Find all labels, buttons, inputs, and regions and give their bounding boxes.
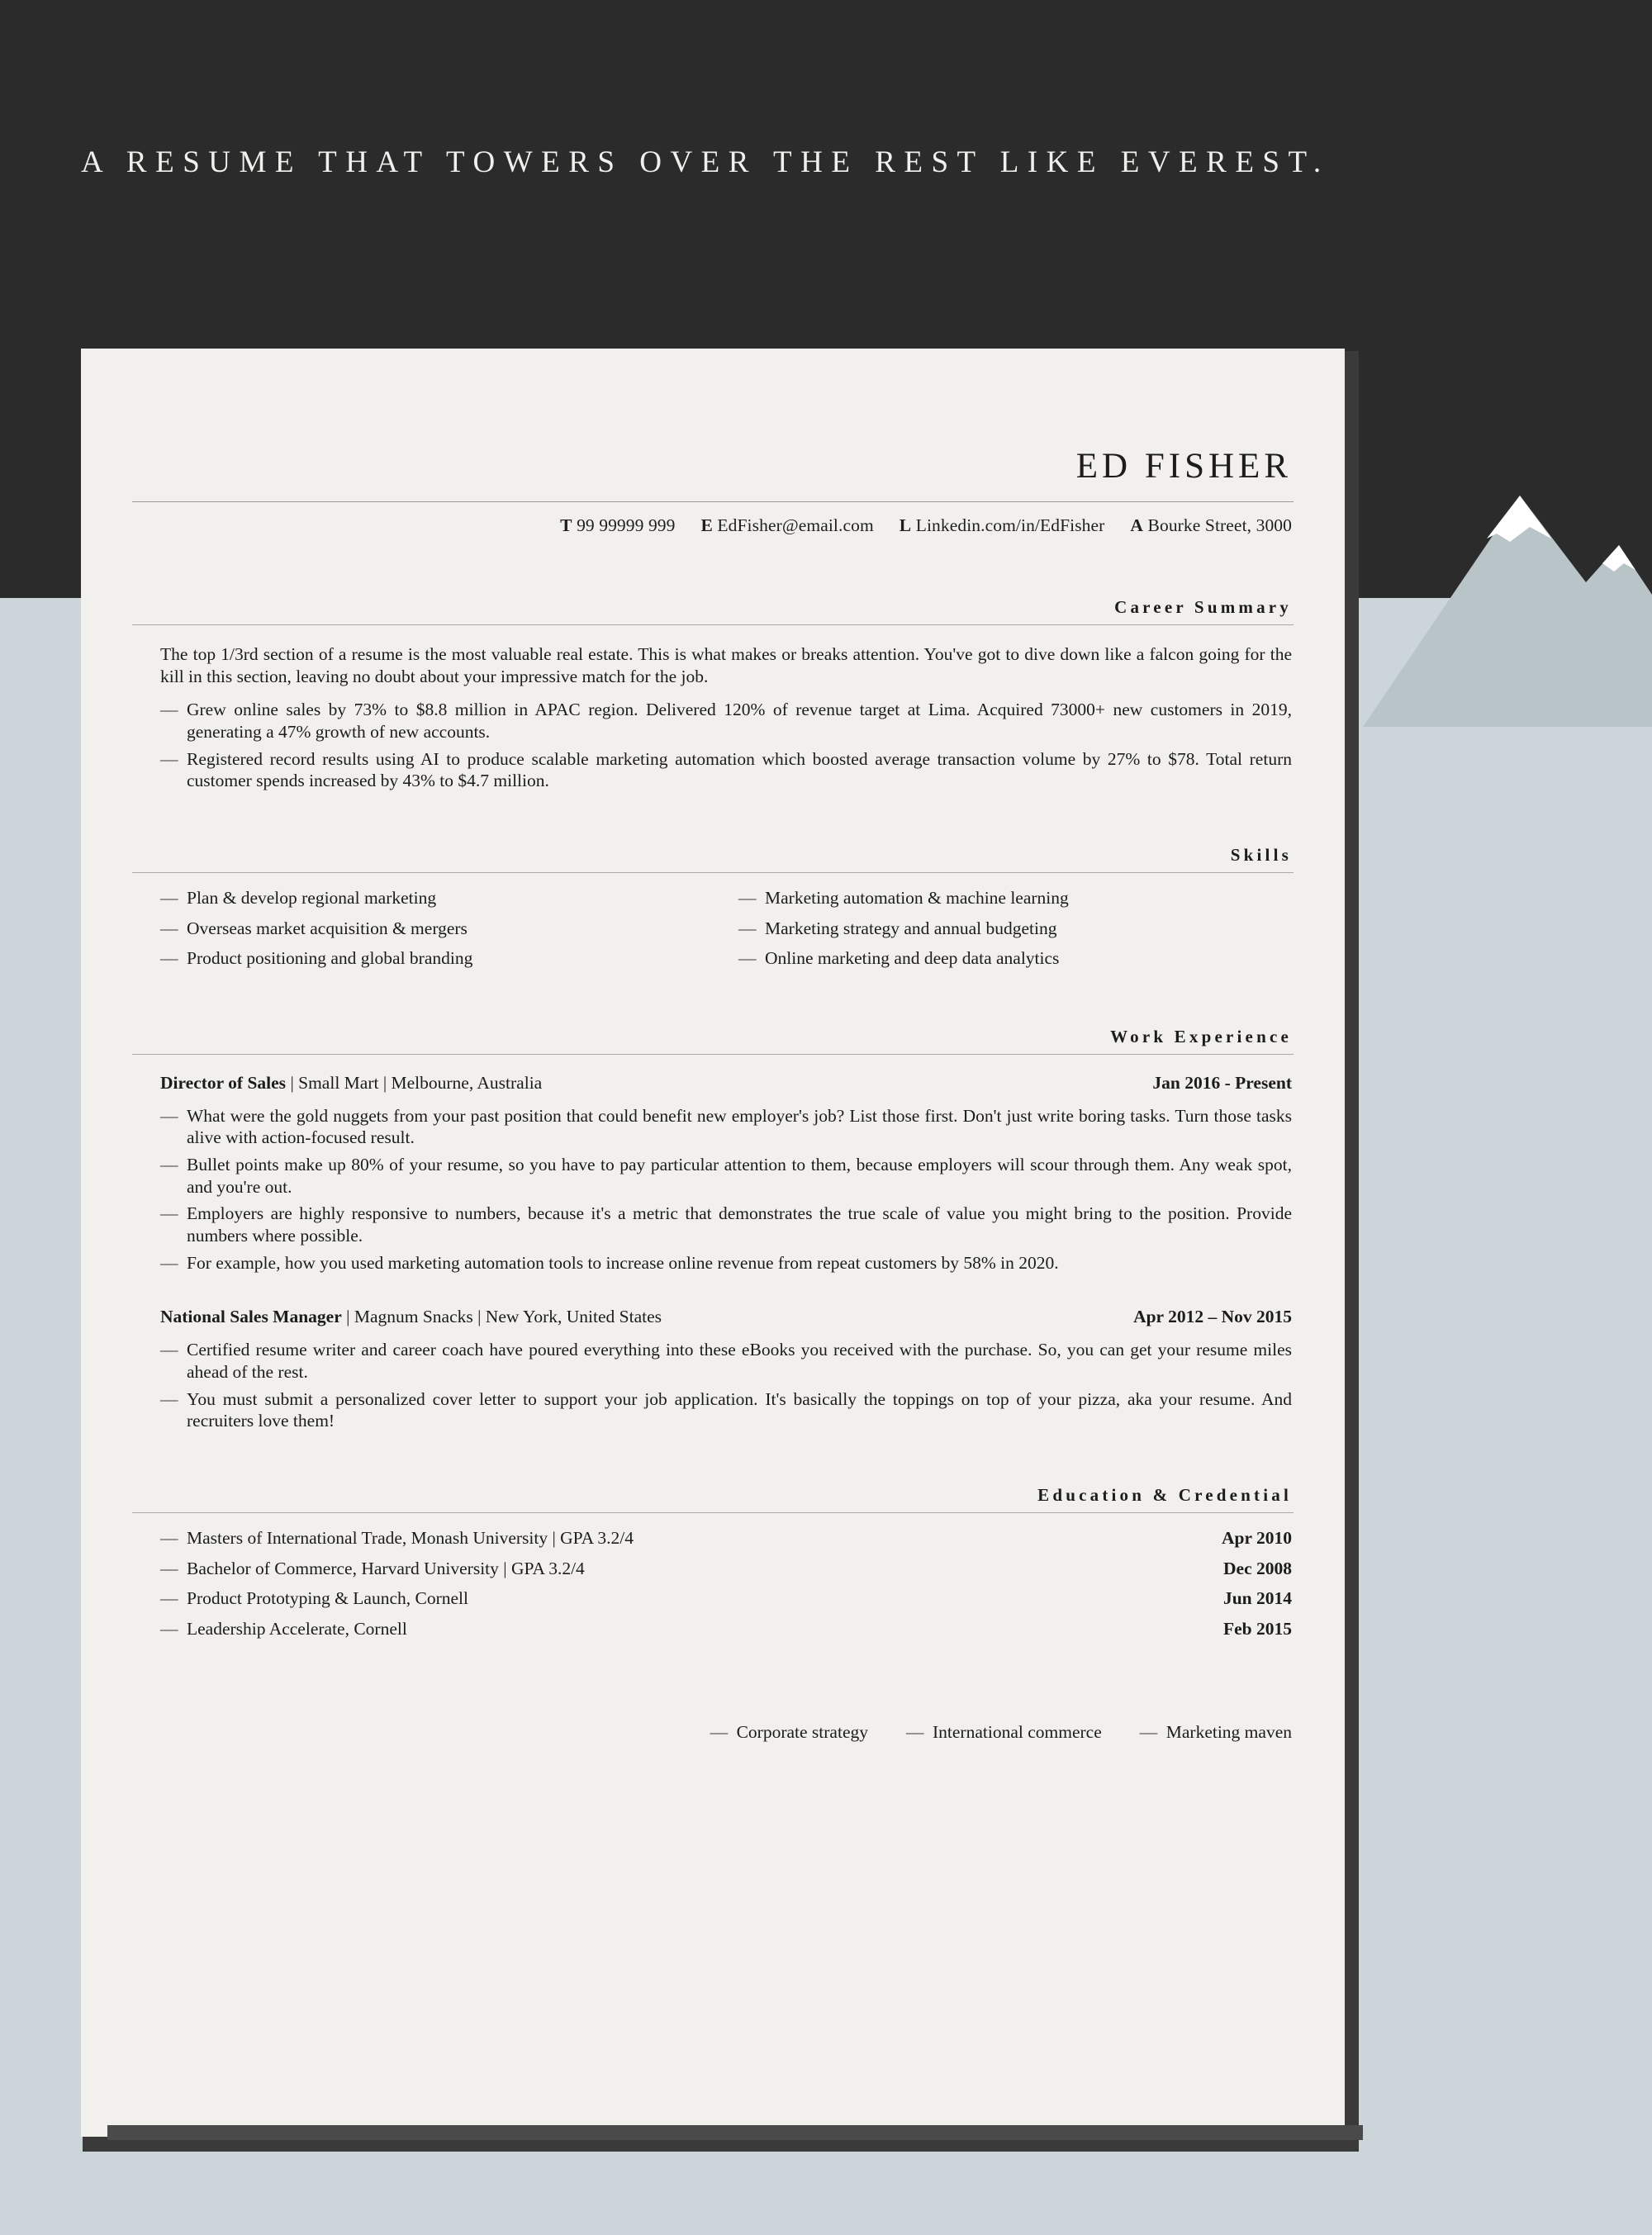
list-item: — Online marketing and deep data analytics — [738, 948, 1292, 970]
email-value[interactable]: EdFisher@email.com — [717, 515, 874, 535]
job-title-line-2 — [160, 1307, 662, 1327]
education-text: — Product Prototyping & Launch, Cornell — [187, 1588, 468, 1609]
job-bullets-1 — [132, 1094, 1294, 1274]
list-item — [160, 1559, 1292, 1580]
section-title-education: Education & Credential — [1037, 1484, 1292, 1505]
phone-label: T — [560, 515, 572, 535]
list-item: — Plan & develop regional marketing — [160, 888, 714, 909]
linkedin-value[interactable]: Linkedin.com/in/EdFisher — [915, 515, 1105, 535]
footer-tag: — International commerce — [906, 1722, 1102, 1743]
footer-tags — [132, 1649, 1294, 1743]
job-role: Director of Sales — [160, 1072, 287, 1093]
list-item: — Employers are highly responsive to numbers, because it's a metric that demonstrates the true scale of value you might bring to the position. Provide numbers where possible. — [160, 1203, 1292, 1246]
paper-bottom-bar — [107, 2125, 1363, 2140]
list-item — [160, 1619, 1292, 1640]
skills-column-right — [738, 888, 1292, 979]
resume-paper — [81, 349, 1345, 2137]
job-header-2 — [132, 1279, 1294, 1327]
education-date: Dec 2008 — [1223, 1558, 1292, 1578]
list-item: — Marketing strategy and annual budgeting — [738, 918, 1292, 940]
skills-grid — [132, 873, 1294, 979]
job-meta: | Small Mart | Melbourne, Australia — [286, 1072, 543, 1093]
list-item — [160, 1528, 1292, 1549]
list-item: — Bullet points make up 80% of your resume, so you have to pay particular attention to them, because employers will scour through them. Any weak spot, and you're out. — [160, 1154, 1292, 1198]
footer-tag: — Marketing maven — [1140, 1722, 1292, 1743]
education-date: Feb 2015 — [1222, 1619, 1292, 1639]
list-item: — What were the gold nuggets from your past position that could benefit new employer's job? List those first. Don't just write boring tasks. Turn those tasks alive with action-focused result. — [160, 1105, 1292, 1149]
skills-column-left — [160, 888, 714, 979]
education-list — [132, 1513, 1294, 1640]
contact-line — [132, 502, 1294, 536]
job-meta: | Magnum Snacks | New York, United States — [341, 1307, 662, 1327]
section-title-skills: Skills — [1230, 844, 1292, 865]
job-title-line-1 — [160, 1073, 542, 1094]
education-date: Apr 2010 — [1221, 1527, 1292, 1548]
section-title-career-summary: Career Summary — [1114, 597, 1292, 617]
list-item: — For example, how you used marketing automation tools to increase online revenue from repeat customers by 58% in 2020. — [160, 1252, 1292, 1274]
page-tagline: A RESUME THAT TOWERS OVER THE REST LIKE EVEREST. — [81, 145, 1330, 179]
list-item: — Certified resume writer and career coach have poured everything into these eBooks you received with the purchase. So, you can get your resume miles ahead of the rest. — [160, 1339, 1292, 1383]
job-header-1 — [132, 1055, 1294, 1094]
job-dates: Apr 2012 – Nov 2015 — [1133, 1307, 1292, 1327]
list-item: — Grew online sales by 73% to $8.8 million in APAC region. Delivered 120% of revenue target at Lima. Acquired 73000+ new customers in 2019, generating a 47% growth of new accounts. — [160, 699, 1292, 743]
list-item: — You must submit a personalized cover letter to support your job application. It's basically the toppings on top of your pizza, aka your resume. And recruiters love them! — [160, 1388, 1292, 1432]
education-text: — Leadership Accelerate, Cornell — [187, 1619, 407, 1639]
linkedin-label: L — [899, 515, 912, 535]
job-dates: Jan 2016 - Present — [1152, 1072, 1292, 1093]
list-item: — Marketing automation & machine learning — [738, 888, 1292, 909]
address-value: Bourke Street, 3000 — [1147, 515, 1292, 535]
page-title: ED FISHER — [1075, 447, 1292, 486]
phone-value: 99 99999 999 — [577, 515, 676, 535]
list-item — [160, 1588, 1292, 1610]
education-text: — Masters of International Trade, Monash University | GPA 3.2/4 — [187, 1527, 634, 1548]
career-summary-bullets — [132, 687, 1294, 792]
address-label: A — [1130, 515, 1144, 535]
email-label: E — [700, 515, 713, 535]
list-item: — Product positioning and global branding — [160, 948, 714, 970]
list-item: — Overseas market acquisition & mergers — [160, 918, 714, 940]
list-item: — Registered record results using AI to produce scalable marketing automation which boosted average transaction volume by 27% to $78. Total return customer spends increased by 43% to $4.7 million. — [160, 748, 1292, 792]
education-date: Jun 2014 — [1222, 1588, 1292, 1609]
footer-tag: — Corporate strategy — [710, 1722, 868, 1743]
career-summary-paragraph: The top 1/3rd section of a resume is the most valuable real estate. This is what makes or breaks attention. You've got to dive down like a falcon going for the kill in this section, leaving no doubt about your impressive match for the job. — [160, 644, 1292, 686]
education-text: — Bachelor of Commerce, Harvard University | GPA 3.2/4 — [187, 1558, 585, 1578]
job-role: National Sales Manager — [160, 1307, 342, 1327]
job-bullets-2 — [132, 1327, 1294, 1432]
section-title-work-experience: Work Experience — [1110, 1026, 1292, 1046]
